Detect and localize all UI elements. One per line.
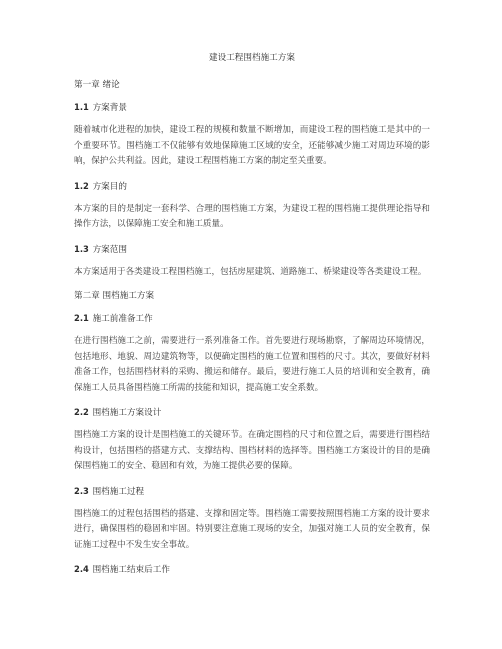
section-2-3-heading (74, 485, 430, 498)
section-title: 围档施工方案设计 (92, 408, 162, 418)
section-number: 1.3 (74, 243, 89, 254)
section-1-3-heading (74, 243, 430, 256)
section-1-2-heading (74, 180, 430, 193)
section-title: 方案背景 (92, 103, 127, 113)
section-title: 围档施工结束后工作 (92, 565, 170, 575)
section-title: 施工前准备工作 (92, 314, 153, 324)
chapter-2-heading: 第二章 围档施工方案 (74, 291, 155, 301)
section-title: 方案范围 (92, 244, 127, 255)
section-2-1-heading (74, 312, 430, 325)
section-1-3-paragraph: 本方案适用于各类建设工程围档施工，包括房屋建筑、道路施工、桥梁建设等各类建设工程。 (74, 266, 427, 277)
section-2-2-heading (74, 406, 430, 419)
section-number: 2.2 (74, 407, 89, 417)
section-number: 1.2 (74, 180, 89, 191)
section-number: 2.1 (74, 313, 89, 323)
section-number: 2.3 (74, 485, 89, 496)
section-title: 围档施工过程 (92, 486, 145, 497)
section-title: 方案目的 (92, 181, 127, 192)
section-2-4-heading (74, 563, 430, 576)
section-2-3-paragraph: 围档施工的过程包括围档的搭建、支撑和固定等。围档施工需要按照围档施工方案的设计要求进行，确保围档的稳固和牢固。特别要注意施工现场的安全，加强对施工人员的安全教育，保证施工过程中不发生安全事故。 (74, 508, 430, 550)
section-2-1-paragraph: 在进行围档施工之前，需要进行一系列准备工作。首先要进行现场勘察，了解周边环境情况，包括地形、地貌、周边建筑物等，以便确定围档的施工位置和围档的尺寸。其次，要做好材料准备工作，包括围档材料的采购、搬运和储存。最后，要进行施工人员的培训和安全教育，确保施工人员具备围档施工所需的技能和知识，提高施工安全系数。 (74, 336, 430, 393)
document-page (74, 52, 430, 585)
chapter-1-heading: 第一章 绪论 (74, 80, 120, 90)
document-title: 建设工程围档施工方案 (209, 53, 295, 63)
section-number: 1.1 (74, 102, 89, 112)
section-1-1-heading (74, 101, 430, 114)
section-1-2-paragraph: 本方案的目的是制定一套科学、合理的围档施工方案，为建设工程的围档施工提供理论指导和操作方法，以保障施工安全和施工质量。 (74, 203, 430, 229)
section-number: 2.4 (74, 564, 89, 574)
section-1-1-paragraph: 随着城市化进程的加快，建设工程的规模和数量不断增加，而建设工程的围档施工是其中的一个重要环节。围档施工不仅能够有效地保障施工区域的安全，还能够减少施工对周边环境的影响，保护公共利益。因此，建设工程围档施工方案的制定至关重要。 (74, 125, 430, 166)
section-2-2-paragraph: 围档施工方案的设计是围档施工的关键环节。在确定围档的尺寸和位置之后，需要进行围档结构设计，包括围档的搭建方式、支撑结构、围档材料的选择等。围档施工方案设计的目的是确保围档施工的安全、稳固和有效，为施工提供必要的保障。 (74, 430, 430, 471)
